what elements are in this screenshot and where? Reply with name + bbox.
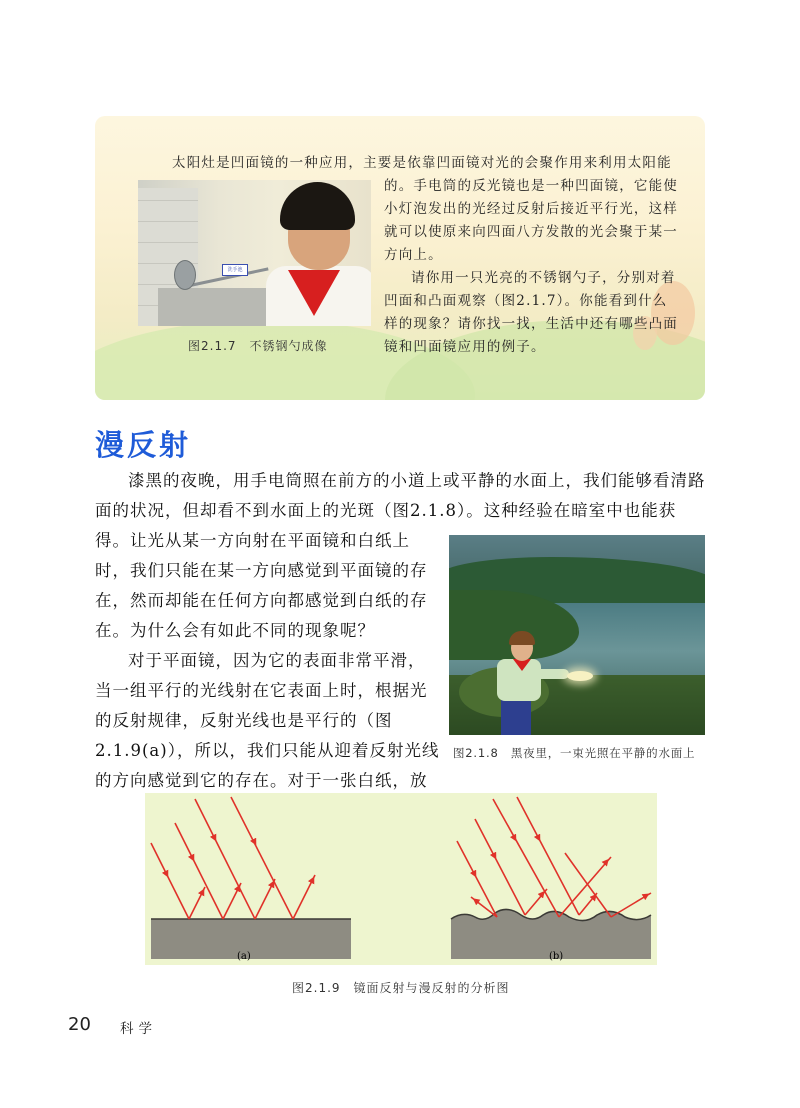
figure-caption: 图2.1.8 黑夜里，一束光照在平静的水面上 — [453, 746, 696, 760]
section-title: 漫反射 — [95, 428, 192, 462]
spoon-photo — [138, 180, 371, 326]
figure-caption: 图2.1.7 不锈钢勺成像 — [188, 339, 328, 353]
body-paragraph: 漆黑的夜晚，用手电筒照在前方的小道上或平静的水面上，我们能够看清路面的状况，但却看不到水面上的光斑（图2.1.8）。这种经验在暗室中也能获 — [95, 471, 706, 520]
page-number: 20 — [68, 1014, 91, 1035]
body-paragraph: 对于平面镜，因为它的表面非常平滑，当一组平行的光线射在它表面上时，根据光的反射规律，反射光线也是平行的（图2.1.9(a)），所以，我们只能从迎着反射光线的方向感觉到它的存在。对于一张白纸，放 — [95, 651, 440, 790]
smooth-surface — [151, 919, 351, 959]
info-text-paragraph: 请你用一只光亮的不锈钢勺子，分别对着凹面和凸面观察（图2.1.7）。你能看到什么样的现象？请你找一找，生活中还有哪些凸面镜和凹面镜应用的例子。 — [384, 270, 678, 355]
diagram-label-a: (a) — [237, 951, 251, 962]
info-text-continuation: 的。手电筒的反光镜也是一种凹面镜，它能使小灯泡发出的光经过反射后接近平行光，这样就可以使原来向四面八方发散的光会聚于某一方向上。 — [384, 178, 678, 263]
info-text-line: 太阳灶是凹面镜的一种应用，主要是依靠凹面镜对光的会聚作用来利用太阳能 — [172, 155, 672, 171]
flashlight-beam-icon — [567, 671, 593, 681]
body-paragraph: 得。让光从某一方向射在平面镜和白纸上时，我们只能在某一方向感觉到平面镜的存在，然而却能在任何方向都感觉到白纸的存在。为什么会有如此不同的现象呢？ — [95, 531, 428, 640]
reflection-diagram — [145, 793, 657, 965]
diagram-label-b: (b) — [549, 951, 564, 962]
sink-label: 洗手池 — [222, 264, 248, 276]
lake-photo — [449, 535, 705, 735]
spoon-icon — [174, 260, 196, 290]
figure-caption: 图2.1.9 镜面反射与漫反射的分析图 — [292, 981, 510, 995]
subject-label: 科学 — [120, 1021, 157, 1037]
